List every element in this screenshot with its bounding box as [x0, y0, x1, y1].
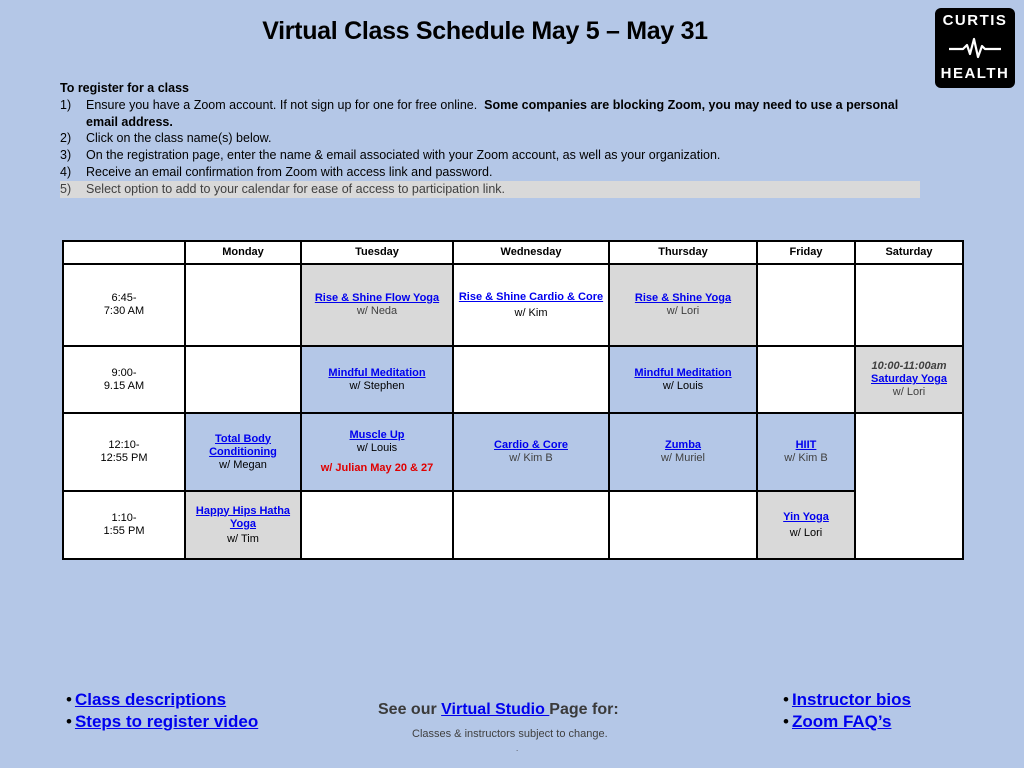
step-number: 5): [60, 181, 72, 196]
page-title: Virtual Class Schedule May 5 – May 31: [262, 17, 708, 45]
step-text: Ensure you have a Zoom account. If not sign up for one for free online.: [86, 97, 478, 112]
class-link[interactable]: Cardio & Core: [494, 439, 568, 451]
class-link[interactable]: HIIT: [795, 439, 817, 451]
instructor-name: w/ Stephen: [349, 379, 405, 392]
class-cell: [609, 413, 757, 491]
virtual-studio-link[interactable]: Virtual Studio: [441, 701, 550, 718]
time-start: 12:10-: [108, 439, 140, 451]
studio-prefix: See our: [378, 701, 442, 718]
class-link[interactable]: Yin Yoga: [783, 510, 829, 523]
instructor-name: w/ Megan: [219, 458, 267, 471]
instructor-name: w/ Muriel: [660, 452, 705, 464]
day-header-tuesday: Tuesday: [301, 241, 453, 264]
empty-cell: [757, 346, 855, 413]
day-header-thursday: Thursday: [609, 241, 757, 264]
class-link[interactable]: Total Body Conditioning: [209, 432, 277, 458]
step-number: 2): [60, 131, 72, 146]
curtis-health-logo: [935, 8, 1015, 88]
footer-dot: .: [516, 744, 519, 753]
time-row-0645: [63, 264, 963, 346]
studio-suffix: Page for:: [549, 701, 619, 718]
empty-cell: [301, 491, 453, 559]
time-start: 1:10-: [111, 512, 137, 524]
time-cell: [63, 346, 185, 413]
step-text: Receive an email confirmation from Zoom with access link and password.: [86, 164, 493, 179]
class-link[interactable]: Happy Hips Hatha Yoga: [195, 504, 291, 530]
instructor-name: w/ Lori: [789, 526, 823, 539]
day-header-wednesday: Wednesday: [453, 241, 609, 264]
class-descriptions-link[interactable]: Class descriptions: [74, 690, 227, 709]
time-end: 9.15 AM: [103, 379, 145, 392]
class-cell: [301, 264, 453, 346]
class-link[interactable]: Rise & Shine Yoga: [634, 292, 732, 304]
instructor-bios-link[interactable]: Instructor bios: [791, 690, 911, 709]
bullet-icon: •: [66, 712, 72, 731]
steps-to-register-video-link[interactable]: Steps to register video: [74, 712, 259, 731]
empty-cell: [855, 413, 963, 559]
class-link[interactable]: Saturday Yoga: [870, 373, 947, 385]
time-cell: [63, 413, 185, 491]
instruction-item: [60, 147, 920, 164]
zoom-faq-link[interactable]: Zoom FAQ’s: [791, 712, 892, 731]
class-cell: [185, 413, 301, 491]
instructor-name: w/ Lori: [666, 305, 700, 317]
footer-left-links: [66, 689, 258, 733]
time-end: 7:30 AM: [103, 305, 145, 317]
time-start: 9:00-: [111, 366, 137, 379]
logo-line1: CURTIS: [942, 12, 1008, 29]
class-cell: [757, 491, 855, 559]
empty-cell: [757, 264, 855, 346]
class-link[interactable]: Rise & Shine Cardio & Core: [458, 290, 604, 303]
instructor-name: w/ Louis: [356, 442, 398, 454]
footer-link-item: [66, 711, 258, 733]
time-cell: [63, 491, 185, 559]
time-row-0900: [63, 346, 963, 413]
class-time: 10:00-11:00am: [871, 360, 947, 372]
instructions-heading: To register for a class: [60, 81, 189, 95]
class-schedule-table: [62, 240, 964, 560]
registration-instructions: [60, 80, 920, 198]
class-cell: [301, 413, 453, 491]
class-link[interactable]: Rise & Shine Flow Yoga: [314, 292, 440, 304]
instructor-name: w/ Neda: [356, 305, 398, 317]
class-cell: [609, 346, 757, 413]
class-link[interactable]: Mindful Meditation: [328, 366, 426, 379]
logo-line2: HEALTH: [940, 65, 1010, 82]
empty-cell: [185, 346, 301, 413]
time-row-0110: [63, 491, 963, 559]
empty-cell: [453, 346, 609, 413]
step-text: Select option to add to your calendar for ease of access to participation link.: [86, 181, 505, 196]
class-link[interactable]: Mindful Meditation: [634, 366, 732, 379]
footer-link-item: [66, 689, 258, 711]
instructor-name: w/ Kim B: [784, 452, 828, 464]
bullet-icon: •: [66, 690, 72, 709]
time-end: 1:55 PM: [103, 525, 145, 537]
footer-link-item: [783, 689, 911, 711]
class-cell: [185, 491, 301, 559]
class-cell: [453, 413, 609, 491]
day-header-saturday: Saturday: [855, 241, 963, 264]
step-warning: Some companies are blocking Zoom, you may need to use a personal email address.: [86, 97, 899, 129]
time-start: 6:45-: [111, 292, 137, 304]
instructor-name: w/ Kim: [514, 306, 548, 319]
instructor-name: w/ Louis: [662, 379, 704, 392]
class-cell: [453, 264, 609, 346]
bullet-icon: •: [783, 690, 789, 709]
empty-cell: [609, 491, 757, 559]
instructions-list: [60, 97, 920, 198]
instructor-name: w/ Tim: [227, 532, 259, 545]
class-cell: [301, 346, 453, 413]
class-cell: [609, 264, 757, 346]
empty-cell: [185, 264, 301, 346]
spacer: [305, 455, 449, 462]
step-number: 1): [60, 97, 72, 112]
instruction-item: [60, 130, 920, 147]
substitute-note: w/ Julian May 20 & 27: [320, 462, 434, 474]
subject-to-change-note: Classes & instructors subject to change.: [412, 728, 608, 740]
empty-cell: [855, 264, 963, 346]
step-number: 3): [60, 148, 72, 163]
corner-cell: [63, 241, 185, 264]
virtual-studio-line: [378, 701, 619, 719]
day-header-friday: Friday: [757, 241, 855, 264]
step-text: On the registration page, enter the name & email associated with your Zoom account, as well as your organization.: [86, 148, 721, 163]
footer-right-links: [783, 689, 911, 733]
heartbeat-icon: [947, 37, 1003, 59]
instruction-item: [60, 181, 920, 198]
class-link[interactable]: Muscle Up: [349, 429, 405, 441]
time-end: 12:55 PM: [100, 452, 148, 464]
instructor-name: w/ Lori: [892, 386, 926, 398]
instruction-item: [60, 97, 920, 131]
bullet-icon: •: [783, 712, 789, 731]
instruction-item: [60, 164, 920, 181]
day-header-monday: Monday: [185, 241, 301, 264]
empty-cell: [453, 491, 609, 559]
schedule-header-row: [63, 241, 963, 264]
class-link[interactable]: Zumba: [664, 439, 702, 451]
time-cell: [63, 264, 185, 346]
step-number: 4): [60, 164, 72, 179]
class-cell: [757, 413, 855, 491]
class-cell: [855, 346, 963, 413]
instructor-name: w/ Kim B: [509, 452, 553, 464]
time-row-1210: [63, 413, 963, 491]
step-text: Click on the class name(s) below.: [86, 131, 272, 146]
footer-link-item: [783, 711, 911, 733]
